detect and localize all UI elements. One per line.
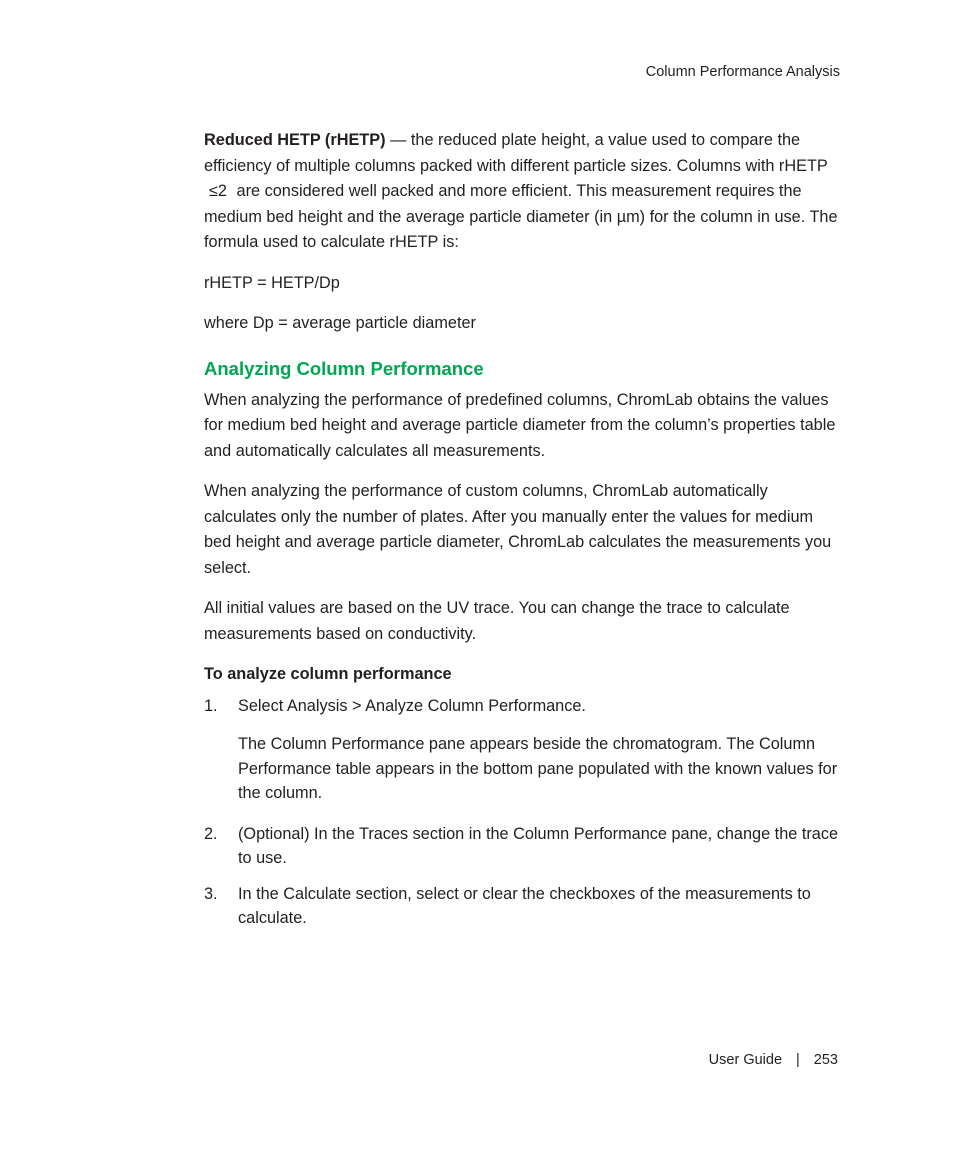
formula-where: where Dp = average particle diameter — [204, 314, 476, 332]
rhetp-definition — [204, 128, 844, 256]
page-footer — [709, 1052, 838, 1068]
term-rhetp: Reduced HETP (rHETP) — [204, 131, 386, 149]
running-header: Column Performance Analysis — [645, 64, 840, 80]
page-number: 253 — [813, 1052, 838, 1068]
step-1-detail: The Column Performance pane appears beside the chromatogram. The Column Performance table appears in the bottom pane populated with the known values for the column. — [238, 735, 838, 802]
procedure-heading: To analyze column performance — [204, 665, 452, 683]
step-1 — [204, 694, 844, 718]
step-number: 1. — [204, 697, 218, 715]
lte-symbol: ≤2 — [209, 182, 227, 200]
step-text: In the Calculate section, select or clear the checkboxes of the measurements to calculate. — [238, 884, 811, 927]
paragraph-custom: When analyzing the performance of custom columns, ChromLab automatically calculates only the number of plates. After you manually enter the values for medium bed height and average particle diameter, ChromLab calculates the measurements you select. — [204, 482, 832, 577]
em-dash: — — [385, 131, 411, 149]
paragraph-predefined: When analyzing the performance of predefined columns, ChromLab obtains the values for medium bed height and average particle diameter from the column’s properties table and automatically calculates all measurements. — [204, 390, 836, 460]
step-text: Select Analysis > Analyze Column Performance. — [238, 697, 586, 715]
section-heading: Analyzing Column Performance — [204, 357, 484, 379]
paragraph-initial-values: All initial values are based on the UV trace. You can change the trace to calculate measurements based on conductivity. — [204, 599, 790, 643]
step-text: (Optional) In the Traces section in the Column Performance pane, change the trace to use. — [238, 824, 839, 867]
step-number: 3. — [204, 884, 218, 903]
formula: rHETP = HETP/Dp — [204, 273, 340, 292]
step-3 — [204, 882, 844, 930]
footer-separator: | — [796, 1052, 800, 1068]
step-2 — [204, 822, 844, 870]
footer-guide-label: User Guide — [708, 1052, 783, 1068]
page-content — [204, 128, 844, 939]
definition-text-1: the reduced plate height, a value used to compare the efficiency of multiple columns packed with different particle sizes. Columns with rHETP — [204, 131, 828, 175]
step-number: 2. — [204, 824, 218, 843]
definition-text-2: are considered well packed and more efficient. This measurement requires the medium bed height and the average particle diameter (in µm) for the column in use. The formula used to calculate rHETP is: — [204, 182, 838, 251]
